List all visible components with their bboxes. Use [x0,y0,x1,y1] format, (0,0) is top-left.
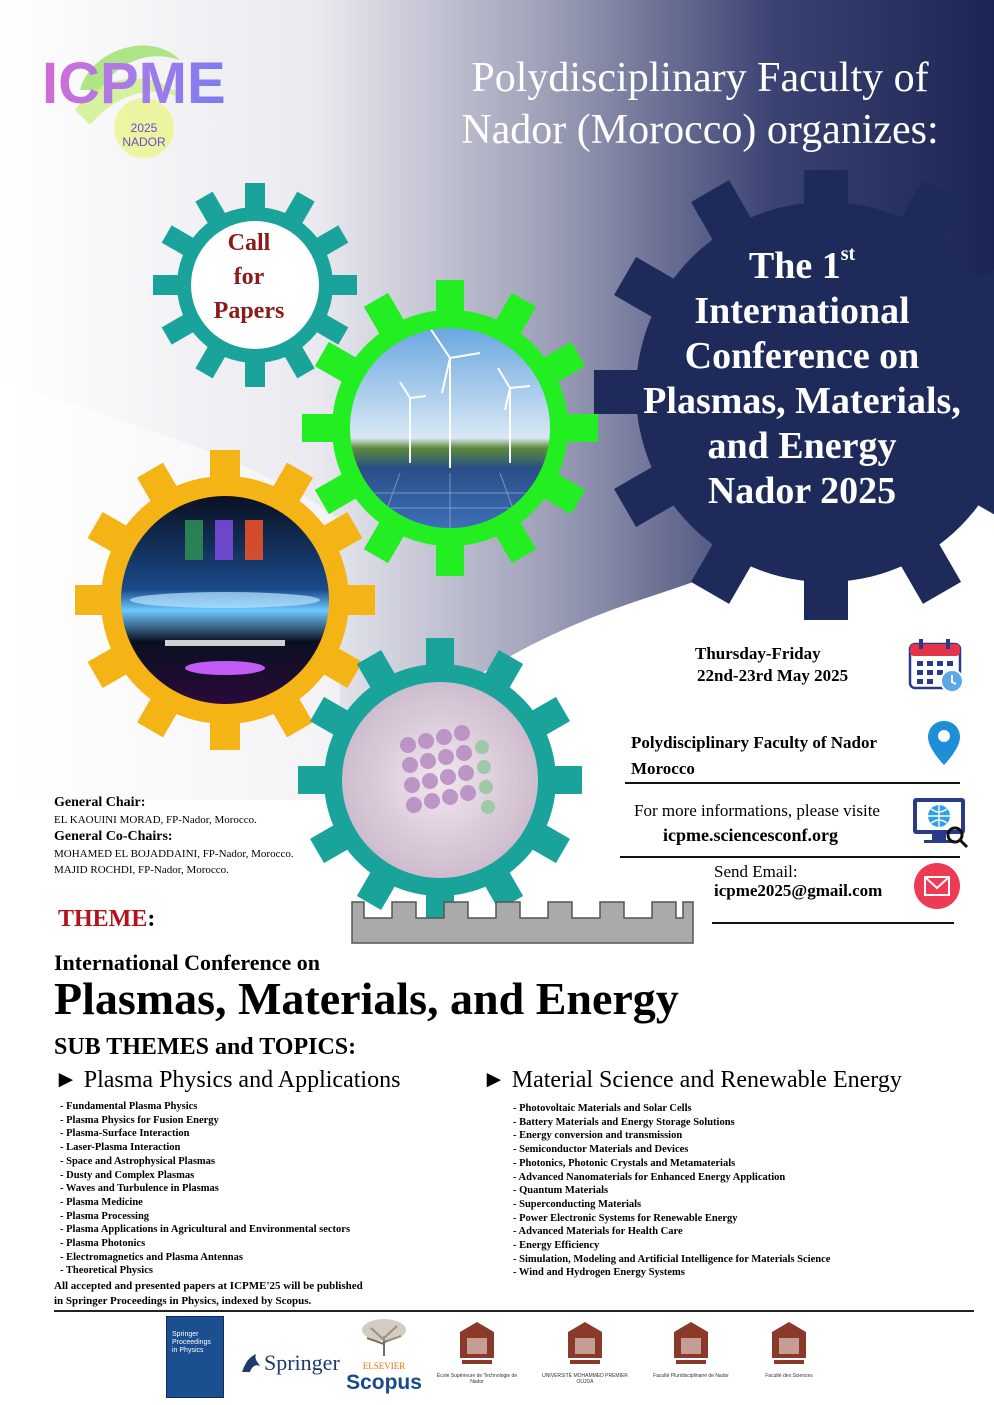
email-label: Send Email: [714,862,798,881]
chairs-block: General Chair: EL KAOUINI MORAD, FP-Nador, Morocco. General Co-Chairs: MOHAMED EL BOJADDAINI, FP-Nador, Morocco. MAJID ROCHDI, FP-Nador, Morocco. [54,795,294,876]
school-emblem-icon [432,1318,522,1368]
university-logo-4: Faculté des Sciences [744,1318,834,1379]
website-label: For more informations, please visite [634,801,880,820]
topic-item: - Plasma-Surface Interaction [60,1128,190,1140]
call-for-papers: Call for Papers [213,230,285,324]
divider [620,856,960,858]
web-search-icon [910,795,970,851]
email-address[interactable]: icpme2025@gmail.com [714,881,883,900]
topic-item: - Energy Efficiency [513,1240,600,1252]
topic-item: - Power Electronic Systems for Renewable Energy [513,1212,738,1224]
website-url[interactable]: icpme.sciencesconf.org [663,825,838,845]
theme-label: THEME: [58,906,156,932]
event-date: Thursday-Friday 22nd-23rd May 2025 [695,644,849,685]
topic-item: - Battery Materials and Energy Storage Solutions [513,1116,735,1128]
theme-title: Plasmas, Materials, and Energy [54,973,679,1024]
calendar-icon [906,638,966,694]
topic-item: - Semiconductor Materials and Devices [513,1144,689,1156]
topic-item: - Advanced Nanomaterials for Enhanced Energy Application [513,1171,786,1183]
topic-item: - Plasma Processing [60,1210,150,1222]
subthemes-heading: SUB THEMES and TOPICS: [54,1034,357,1060]
divider [712,922,954,924]
university-logo-3: Faculté Pluridisciplinaire de Nador [646,1318,736,1379]
faculty-emblem-icon [646,1318,736,1368]
organizer-heading: Polydisciplinary Faculty of Nador (Morocco) organizes: [461,55,939,153]
topic-item: - Space and Astrophysical Plasmas [60,1155,215,1167]
topic-item: - Fundamental Plasma Physics [60,1101,198,1112]
topic-item: - Advanced Materials for Health Care [513,1226,683,1238]
divider [625,782,960,784]
topic-item: - Plasma Photonics [60,1238,146,1250]
publication-note: All accepted and presented papers at ICPME'25 will be published in Springer Proceedings in Physics, indexed by Scopus. [54,1280,363,1307]
logo-wordmark: ICPME [42,51,226,116]
topic-item: - Laser-Plasma Interaction [60,1142,181,1154]
topic-item: - Theoretical Physics [60,1265,153,1277]
university-emblem-icon [540,1318,630,1368]
topic-item: - Photovoltaic Materials and Solar Cells [513,1103,692,1114]
rack-gear [350,900,695,945]
topic-item: - Waves and Turbulence in Plasmas [60,1183,219,1195]
topic-item: - Photonics, Photonic Crystals and Metamaterials [513,1157,736,1169]
plasma-topics-list [60,1100,350,1278]
topic-item: - Electromagnetics and Plasma Antennas [60,1251,243,1263]
topic-item: - Quantum Materials [513,1185,609,1197]
elsevier-scopus-logo: ELSEVIER Scopus [346,1318,422,1398]
university-logo-1: École Supérieure de Technologie de Nador [432,1318,522,1385]
springer-proceedings-book: Springer Proceedings in Physics [166,1316,224,1398]
topic-item: - Simulation, Modeling and Artificial Intelligence for Materials Science [513,1253,831,1265]
location-pin-icon [926,719,962,767]
theme-intro: International Conference on [54,950,321,975]
springer-logo: Springer [238,1345,344,1381]
topic-item: - Plasma Medicine [60,1196,143,1208]
sciences-emblem-icon [744,1318,834,1368]
logo-subtitle: 2025 NADOR [122,121,166,149]
footer-divider [54,1310,974,1312]
university-logo-2: UNIVERSITÉ MOHAMMED PREMIER OUJDA [540,1318,630,1385]
col2-heading: ► Material Science and Renewable Energy [482,1067,902,1093]
col1-heading: ► Plasma Physics and Applications [54,1067,401,1093]
topic-item: - Plasma Physics for Fusion Energy [60,1114,219,1126]
springer-horse-icon [238,1350,264,1376]
email-icon [913,862,961,910]
topic-item: - Energy conversion and transmission [513,1130,683,1142]
teal-gear-materials [298,635,582,925]
topic-item: - Wind and Hydrogen Energy Systems [513,1267,685,1279]
topic-item: - Plasma Applications in Agricultural and Environmental sectors [60,1224,351,1236]
elsevier-tree-icon [359,1318,409,1356]
topic-item: - Superconducting Materials [513,1198,642,1210]
event-venue: Polydisciplinary Faculty of Nador Morocco [631,733,878,778]
conference-title: The 1st International Conference on Plasmas, Materials, and Energy Nador 2025 [643,243,961,512]
topic-item: - Dusty and Complex Plasmas [60,1169,195,1181]
materials-topics-list [513,1102,830,1280]
